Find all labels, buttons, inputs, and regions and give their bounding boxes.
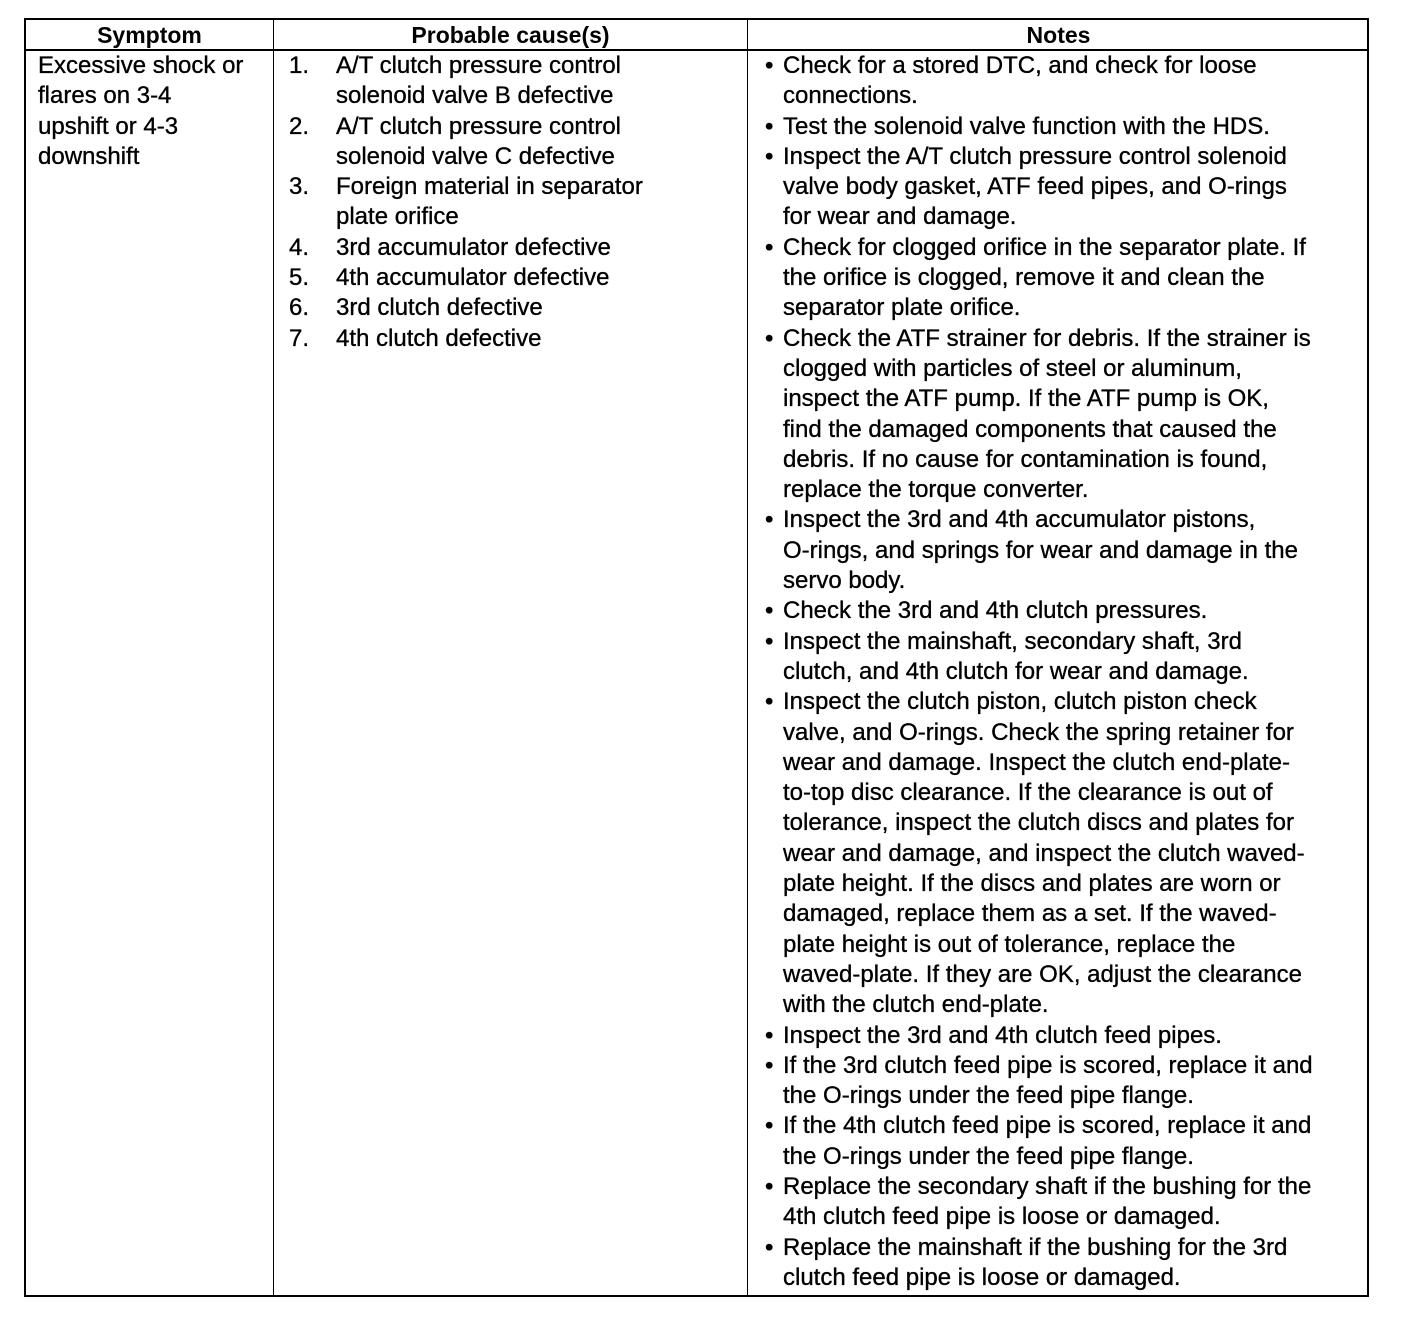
bullet-icon: • <box>765 506 774 534</box>
note-text: Test the solenoid valve function with the HDS. <box>783 112 1270 140</box>
note-text-line: clutch feed pipe is loose or damaged. <box>783 1263 1181 1291</box>
cause-text-line: solenoid valve C defective <box>336 142 615 170</box>
note-text-line: O-rings, and springs for wear and damage in the <box>783 536 1298 564</box>
note-text-line: 4th clutch feed pipe is loose or damaged. <box>783 1203 1221 1231</box>
note-text-line: the orifice is clogged, remove it and clean the <box>783 264 1265 292</box>
note-text: Inspect the A/T clutch pressure control solenoid <box>783 142 1287 170</box>
bullet-icon: • <box>765 52 774 79</box>
note-text-line: the O-rings under the feed pipe flange. <box>783 1082 1194 1110</box>
bullet-icon: • <box>765 324 774 352</box>
column-divider <box>747 20 748 1295</box>
note-text-line <box>763 1111 1313 1141</box>
note-text: Check for clogged orifice in the separator plate. If <box>783 233 1306 261</box>
bullet-icon: • <box>765 1172 774 1200</box>
note-text: Replace the secondary shaft if the bushing for the <box>783 1172 1312 1200</box>
symptom-text-line: upshift or 4-3 <box>38 112 179 140</box>
note-text-line: to-top disc clearance. If the clearance is out of <box>783 779 1273 807</box>
note-text: Replace the mainshaft if the bushing for the 3rd <box>783 1233 1288 1261</box>
note-text-line <box>763 142 1313 172</box>
note-list-item <box>763 1111 1313 1172</box>
cause-text: 4th clutch defective <box>336 324 542 352</box>
note-text-line: replace the torque converter. <box>783 476 1089 504</box>
note-list-item <box>763 1172 1313 1233</box>
note-text-line: valve body gasket, ATF feed pipes, and O-rings <box>783 173 1287 201</box>
note-list-item <box>763 1051 1313 1112</box>
note-text-line <box>763 596 1313 626</box>
cause-number: 7. <box>289 324 310 352</box>
bullet-icon: • <box>765 1112 774 1140</box>
note-list-item <box>763 596 1313 626</box>
note-list-item <box>763 687 1313 1020</box>
cause-text: 3rd clutch defective <box>336 294 543 322</box>
symptom-cell <box>38 51 243 172</box>
cause-list-item <box>289 112 643 173</box>
bullet-icon: • <box>765 597 774 625</box>
note-text: If the 3rd clutch feed pipe is scored, replace it and <box>783 1051 1313 1079</box>
note-list-item <box>763 505 1313 596</box>
note-text-line: wear and damage, and inspect the clutch waved- <box>783 839 1305 867</box>
cause-text-line <box>289 293 643 323</box>
cause-text: A/T clutch pressure control <box>336 112 622 140</box>
cause-text-line: solenoid valve B defective <box>336 82 614 110</box>
note-text-line: inspect the ATF pump. If the ATF pump is OK, <box>783 385 1269 413</box>
note-text-line: waved-plate. If they are OK, adjust the clearance <box>783 960 1302 988</box>
note-text: Check for a stored DTC, and check for loose <box>783 52 1257 79</box>
note-text-line <box>763 1172 1313 1202</box>
note-list-item <box>763 1233 1313 1294</box>
causes-cell <box>289 51 643 354</box>
cause-text: 3rd accumulator defective <box>336 233 611 261</box>
cause-list-item <box>289 263 643 293</box>
symptom-text-line: flares on 3-4 <box>38 82 172 110</box>
note-text-line: servo body. <box>783 567 906 595</box>
note-list-item <box>763 51 1313 112</box>
note-text-line: clogged with particles of steel or aluminum, <box>783 354 1242 382</box>
cause-number: 4. <box>289 233 310 261</box>
note-text-line <box>763 324 1313 354</box>
note-list-item <box>763 324 1313 506</box>
note-text-line: with the clutch end-plate. <box>783 991 1049 1019</box>
note-list-item <box>763 112 1313 142</box>
note-text-line <box>763 1021 1313 1051</box>
bullet-icon: • <box>765 688 774 716</box>
cause-text-line <box>289 324 643 354</box>
cause-text-line <box>289 233 643 263</box>
cause-number: 2. <box>289 112 310 140</box>
note-text-line: the O-rings under the feed pipe flange. <box>783 1142 1194 1170</box>
cause-list-item <box>289 172 643 233</box>
cause-number: 5. <box>289 264 310 292</box>
note-text-line: plate height. If the discs and plates are worn or <box>783 870 1281 898</box>
cause-text: A/T clutch pressure control <box>336 52 622 79</box>
note-text-line <box>763 1051 1313 1081</box>
bullet-icon: • <box>765 627 774 655</box>
header-symptom: Symptom <box>97 22 202 48</box>
cause-number: 6. <box>289 294 310 322</box>
note-text-line: for wear and damage. <box>783 203 1017 231</box>
note-text: Inspect the 3rd and 4th accumulator pistons, <box>783 506 1256 534</box>
cause-text-line <box>289 172 643 202</box>
bullet-icon: • <box>765 112 774 140</box>
note-text-line: separator plate orifice. <box>783 294 1021 322</box>
symptom-text-line: downshift <box>38 142 140 170</box>
cause-text-line <box>289 263 643 293</box>
note-text-line <box>763 505 1313 535</box>
note-text: Inspect the 3rd and 4th clutch feed pipes. <box>783 1021 1222 1049</box>
note-text-line <box>763 1233 1313 1263</box>
troubleshooting-table <box>24 18 1369 1297</box>
note-text-line: tolerance, inspect the clutch discs and plates for <box>783 809 1294 837</box>
note-text-line <box>763 112 1313 142</box>
header-probable-causes: Probable cause(s) <box>411 22 610 48</box>
note-text-line: damaged, replace them as a set. If the waved- <box>783 900 1277 928</box>
note-text-line <box>763 687 1313 717</box>
note-text: Check the ATF strainer for debris. If the strainer is <box>783 324 1311 352</box>
cause-text: Foreign material in separator <box>336 173 643 201</box>
symptom-text-line: Excessive shock or <box>38 52 244 79</box>
column-divider <box>273 20 274 1295</box>
cause-text-line <box>289 51 643 81</box>
header-notes: Notes <box>1026 22 1091 48</box>
note-list-item <box>763 233 1313 324</box>
bullet-icon: • <box>765 1233 774 1261</box>
bullet-icon: • <box>765 233 774 261</box>
note-text: If the 4th clutch feed pipe is scored, replace it and <box>783 1112 1312 1140</box>
cause-list-item <box>289 51 643 112</box>
note-text: Inspect the mainshaft, secondary shaft, 3rd <box>783 627 1242 655</box>
note-text-line: debris. If no cause for contamination is found, <box>783 445 1268 473</box>
bullet-icon: • <box>765 1021 774 1049</box>
cause-text-line <box>289 112 643 142</box>
cause-list-item <box>289 324 643 354</box>
cause-list-item <box>289 233 643 263</box>
bullet-icon: • <box>765 142 774 170</box>
cause-number: 3. <box>289 173 310 201</box>
notes-cell <box>763 51 1313 1293</box>
cause-number: 1. <box>289 52 310 79</box>
note-list-item <box>763 1021 1313 1051</box>
cause-list-item <box>289 293 643 323</box>
bullet-icon: • <box>765 1051 774 1079</box>
note-text-line <box>763 233 1313 263</box>
cause-text: 4th accumulator defective <box>336 264 610 292</box>
note-text-line: valve, and O-rings. Check the spring retainer for <box>783 718 1294 746</box>
note-text-line: wear and damage. Inspect the clutch end-plate- <box>783 748 1290 776</box>
note-text-line <box>763 51 1313 81</box>
note-text: Inspect the clutch piston, clutch piston check <box>783 688 1257 716</box>
cause-text-line: plate orifice <box>336 203 459 231</box>
note-text-line: clutch, and 4th clutch for wear and damage. <box>783 657 1249 685</box>
note-text: Check the 3rd and 4th clutch pressures. <box>783 597 1208 625</box>
note-text-line <box>763 627 1313 657</box>
note-text-line: connections. <box>783 82 918 110</box>
note-list-item <box>763 142 1313 233</box>
note-text-line: find the damaged components that caused the <box>783 415 1277 443</box>
note-list-item <box>763 627 1313 688</box>
note-text-line: plate height is out of tolerance, replace the <box>783 930 1236 958</box>
